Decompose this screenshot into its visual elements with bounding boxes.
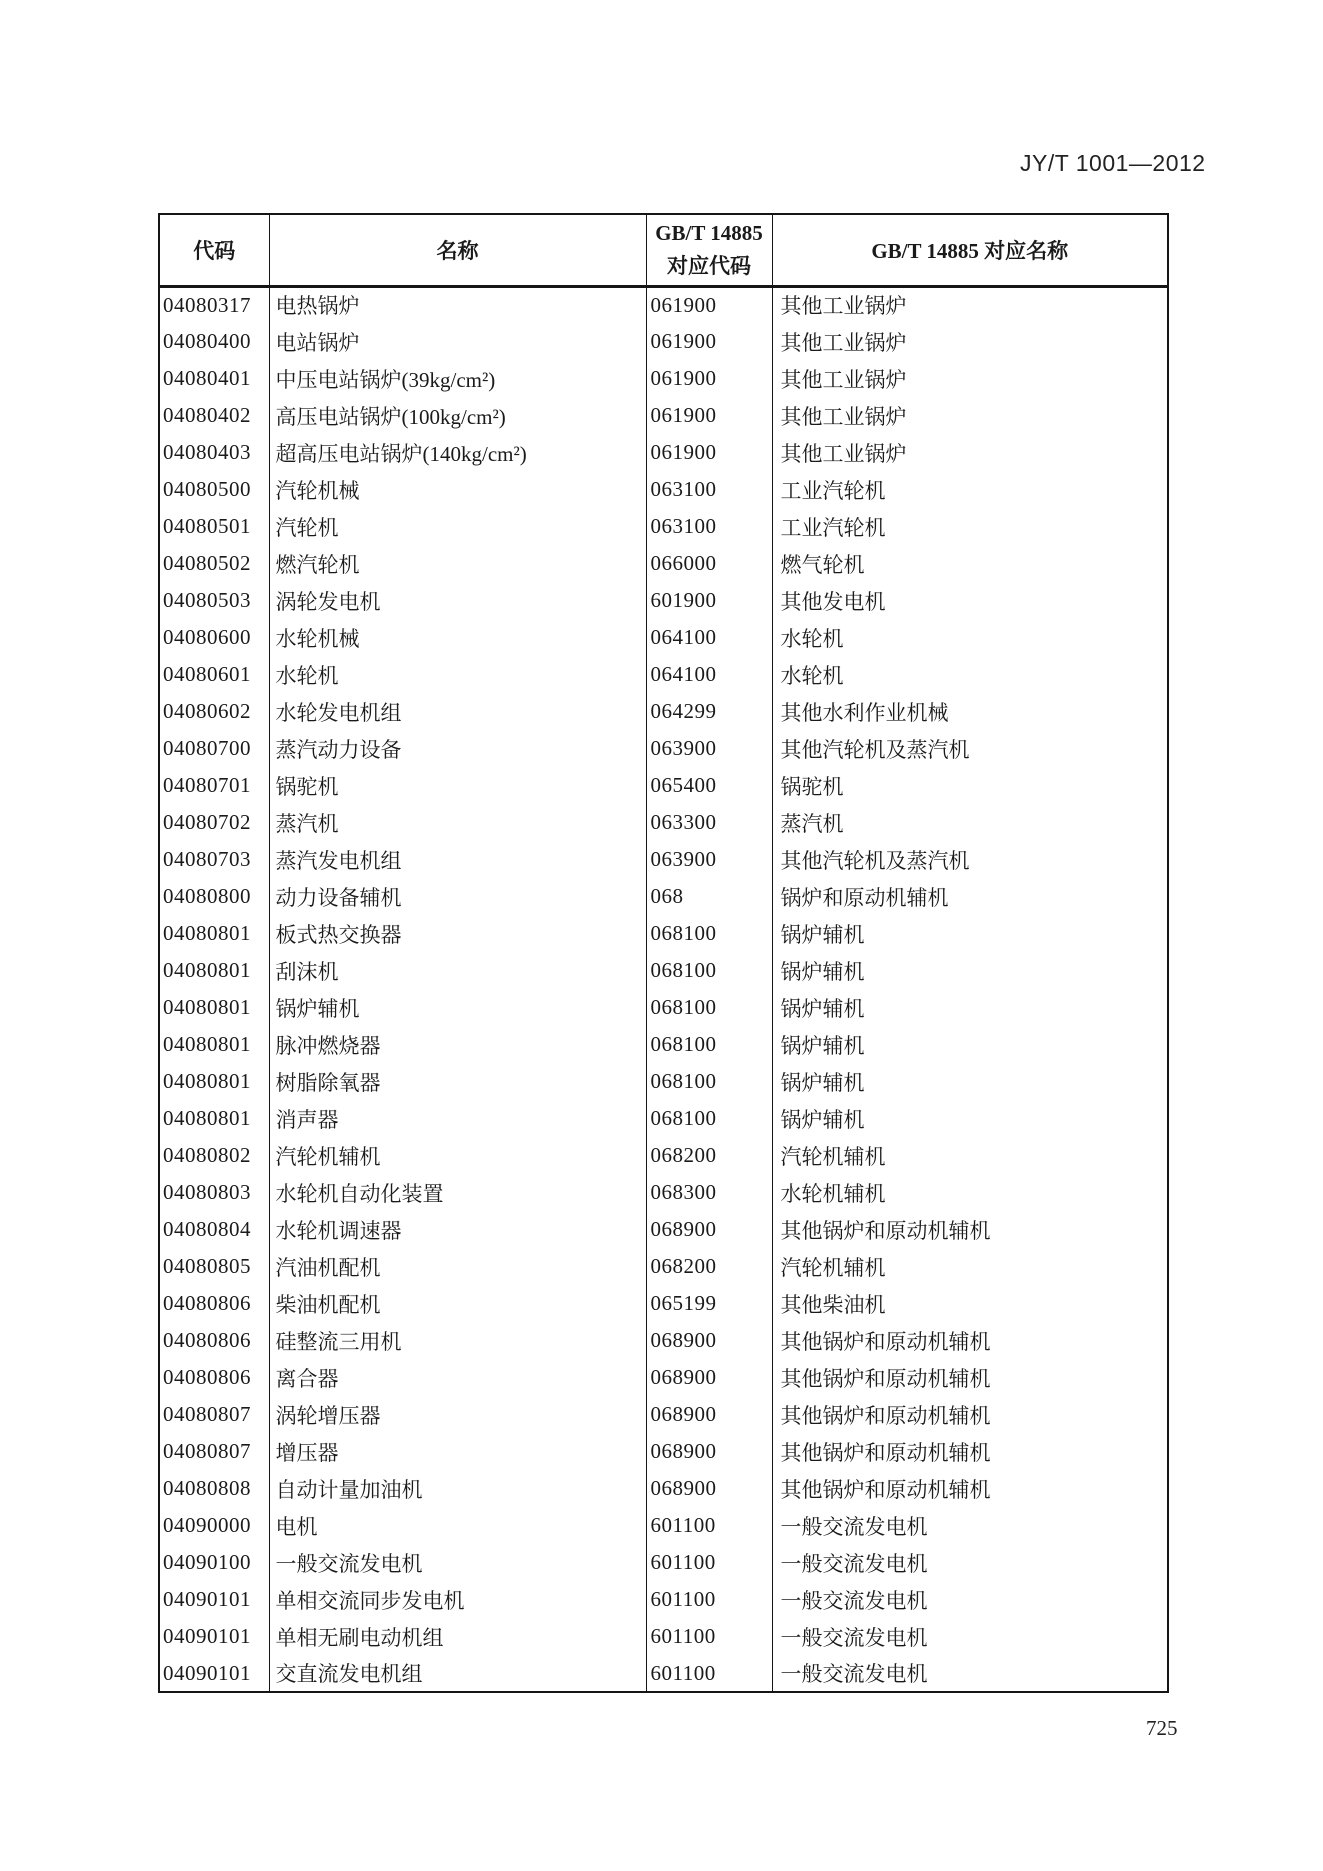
cell-code: 04080800	[163, 884, 251, 908]
cell-name: 汽轮机	[269, 508, 646, 545]
cell-gbt-code: 061900	[646, 434, 772, 471]
cell-code: 04080806	[163, 1328, 251, 1352]
cell-name: 水轮机	[269, 656, 646, 693]
cell-gbt-code: 068900	[646, 1322, 772, 1359]
cell-gbt-name: 锅炉辅机	[772, 989, 1168, 1026]
cell-code: 04080400	[163, 329, 251, 353]
cell-gbt-code: 066000	[646, 545, 772, 582]
cell-name: 单相交流同步发电机	[269, 1581, 646, 1618]
table-row	[159, 1100, 1168, 1137]
header-gbt-code	[646, 214, 772, 286]
cell-gbt-name: 燃气轮机	[772, 545, 1168, 582]
page-number: 725	[1146, 1716, 1178, 1740]
cell-gbt-code: 068100	[646, 915, 772, 952]
cell-name: 超高压电站锅炉(140kg/cm²)	[269, 434, 646, 471]
cell-gbt-name: 锅炉辅机	[772, 915, 1168, 952]
table-row	[159, 989, 1168, 1026]
table-row	[159, 1026, 1168, 1063]
cell-gbt-code: 063100	[646, 471, 772, 508]
cell-gbt-code: 601100	[646, 1655, 772, 1692]
table-row	[159, 1137, 1168, 1174]
header-code: 代码	[159, 214, 269, 286]
cell-gbt-name: 其他锅炉和原动机辅机	[772, 1211, 1168, 1248]
table-row	[159, 471, 1168, 508]
table-row	[159, 397, 1168, 434]
cell-gbt-name: 其他汽轮机及蒸汽机	[772, 841, 1168, 878]
cell-gbt-code: 068200	[646, 1137, 772, 1174]
cell-code: 04080808	[163, 1476, 251, 1500]
cell-gbt-name: 锅炉和原动机辅机	[772, 878, 1168, 915]
header-name: 名称	[269, 214, 646, 286]
cell-code: 04080807	[163, 1439, 251, 1463]
cell-gbt-name: 其他锅炉和原动机辅机	[772, 1470, 1168, 1507]
header-gbt-code-line1: GB/T 14885	[655, 221, 763, 246]
table-row	[159, 730, 1168, 767]
cell-name: 动力设备辅机	[269, 878, 646, 915]
cell-gbt-code: 068200	[646, 1248, 772, 1285]
cell-name: 柴油机配机	[269, 1285, 646, 1322]
cell-gbt-name: 其他锅炉和原动机辅机	[772, 1396, 1168, 1433]
table-row	[159, 1285, 1168, 1322]
table-row	[159, 1618, 1168, 1655]
cell-gbt-code: 601100	[646, 1544, 772, 1581]
table-row	[159, 1063, 1168, 1100]
cell-code: 04080702	[163, 810, 251, 834]
cell-name: 涡轮增压器	[269, 1396, 646, 1433]
cell-code: 04080803	[163, 1180, 251, 1204]
table-row	[159, 952, 1168, 989]
cell-gbt-code: 061900	[646, 360, 772, 397]
cell-code: 04080807	[163, 1402, 251, 1426]
cell-name: 一般交流发电机	[269, 1544, 646, 1581]
cell-code: 04080701	[163, 773, 251, 797]
cell-name: 增压器	[269, 1433, 646, 1470]
cell-code: 04080602	[163, 699, 251, 723]
cell-name: 蒸汽动力设备	[269, 730, 646, 767]
cell-gbt-name: 其他工业锅炉	[772, 323, 1168, 360]
cell-name: 蒸汽机	[269, 804, 646, 841]
cell-gbt-name: 锅炉辅机	[772, 952, 1168, 989]
cell-gbt-name: 锅炉辅机	[772, 1026, 1168, 1063]
cell-code: 04080700	[163, 736, 251, 760]
cell-gbt-name: 其他工业锅炉	[772, 286, 1168, 323]
cell-gbt-code: 068900	[646, 1359, 772, 1396]
cell-gbt-name: 一般交流发电机	[772, 1655, 1168, 1692]
table-row	[159, 1211, 1168, 1248]
cell-gbt-name: 汽轮机辅机	[772, 1248, 1168, 1285]
cell-name: 燃汽轮机	[269, 545, 646, 582]
cell-gbt-code: 068100	[646, 952, 772, 989]
cell-name: 锅驼机	[269, 767, 646, 804]
cell-name: 脉冲燃烧器	[269, 1026, 646, 1063]
cell-gbt-code: 068	[646, 878, 772, 915]
cell-name: 刮沫机	[269, 952, 646, 989]
table-row	[159, 767, 1168, 804]
cell-gbt-name: 其他锅炉和原动机辅机	[772, 1322, 1168, 1359]
cell-name: 水轮发电机组	[269, 693, 646, 730]
cell-gbt-code: 068100	[646, 1026, 772, 1063]
cell-gbt-code: 068900	[646, 1433, 772, 1470]
table-row	[159, 1581, 1168, 1618]
cell-gbt-code: 061900	[646, 323, 772, 360]
code-mapping-table	[158, 213, 1169, 1693]
table-row	[159, 915, 1168, 952]
table-row	[159, 1396, 1168, 1433]
cell-gbt-code: 068900	[646, 1396, 772, 1433]
cell-gbt-code: 601100	[646, 1581, 772, 1618]
table-row	[159, 619, 1168, 656]
cell-gbt-name: 汽轮机辅机	[772, 1137, 1168, 1174]
cell-name: 电站锅炉	[269, 323, 646, 360]
cell-code: 04080802	[163, 1143, 251, 1167]
cell-gbt-code: 068100	[646, 1100, 772, 1137]
table-row	[159, 1322, 1168, 1359]
cell-code: 04080503	[163, 588, 251, 612]
cell-gbt-code: 065199	[646, 1285, 772, 1322]
cell-code: 04080502	[163, 551, 251, 575]
cell-code: 04080401	[163, 366, 251, 390]
cell-gbt-name: 一般交流发电机	[772, 1581, 1168, 1618]
cell-code: 04080805	[163, 1254, 251, 1278]
cell-gbt-name: 工业汽轮机	[772, 471, 1168, 508]
cell-code: 04090000	[163, 1513, 251, 1537]
table-row	[159, 1248, 1168, 1285]
cell-code: 04080804	[163, 1217, 251, 1241]
cell-name: 水轮机械	[269, 619, 646, 656]
cell-name: 汽轮机械	[269, 471, 646, 508]
cell-gbt-name: 其他汽轮机及蒸汽机	[772, 730, 1168, 767]
cell-name: 蒸汽发电机组	[269, 841, 646, 878]
table-row	[159, 508, 1168, 545]
cell-gbt-name: 其他发电机	[772, 582, 1168, 619]
header-row	[159, 214, 1168, 286]
cell-gbt-name: 其他柴油机	[772, 1285, 1168, 1322]
cell-gbt-name: 锅驼机	[772, 767, 1168, 804]
cell-gbt-code: 601100	[646, 1618, 772, 1655]
table-row	[159, 656, 1168, 693]
standard-number: JY/T 1001—2012	[1020, 150, 1206, 176]
cell-gbt-name: 蒸汽机	[772, 804, 1168, 841]
header-gbt-name: GB/T 14885 对应名称	[772, 214, 1168, 286]
cell-name: 消声器	[269, 1100, 646, 1137]
cell-code: 04080801	[163, 921, 251, 945]
cell-code: 04080806	[163, 1291, 251, 1315]
cell-name: 树脂除氧器	[269, 1063, 646, 1100]
table-row	[159, 545, 1168, 582]
cell-code: 04080801	[163, 1032, 251, 1056]
cell-name: 涡轮发电机	[269, 582, 646, 619]
cell-gbt-name: 其他工业锅炉	[772, 360, 1168, 397]
cell-gbt-code: 601100	[646, 1507, 772, 1544]
table-row	[159, 360, 1168, 397]
cell-code: 04080806	[163, 1365, 251, 1389]
cell-gbt-code: 061900	[646, 397, 772, 434]
cell-gbt-name: 其他工业锅炉	[772, 397, 1168, 434]
table-header	[159, 214, 1168, 286]
cell-gbt-code: 063100	[646, 508, 772, 545]
cell-code: 04080801	[163, 995, 251, 1019]
cell-gbt-code: 065400	[646, 767, 772, 804]
table-row	[159, 1174, 1168, 1211]
cell-name: 汽油机配机	[269, 1248, 646, 1285]
cell-code: 04080317	[163, 292, 251, 317]
cell-name: 板式热交换器	[269, 915, 646, 952]
cell-code: 04080600	[163, 625, 251, 649]
cell-gbt-name: 锅炉辅机	[772, 1063, 1168, 1100]
cell-code: 04080601	[163, 662, 251, 686]
cell-gbt-code: 068900	[646, 1211, 772, 1248]
cell-name: 汽轮机辅机	[269, 1137, 646, 1174]
cell-name: 自动计量加油机	[269, 1470, 646, 1507]
table-row	[159, 1433, 1168, 1470]
header-gbt-code-line2: 对应代码	[667, 253, 751, 278]
cell-gbt-name: 锅炉辅机	[772, 1100, 1168, 1137]
cell-name: 电机	[269, 1507, 646, 1544]
cell-name: 硅整流三用机	[269, 1322, 646, 1359]
cell-name: 中压电站锅炉(39kg/cm²)	[269, 360, 646, 397]
cell-name: 单相无刷电动机组	[269, 1618, 646, 1655]
cell-gbt-code: 068300	[646, 1174, 772, 1211]
table-row	[159, 286, 1168, 323]
cell-code: 04090101	[163, 1587, 251, 1611]
table-row	[159, 434, 1168, 471]
cell-gbt-name: 其他水利作业机械	[772, 693, 1168, 730]
cell-name: 电热锅炉	[269, 286, 646, 323]
cell-gbt-name: 水轮机	[772, 656, 1168, 693]
cell-gbt-name: 水轮机辅机	[772, 1174, 1168, 1211]
table-row	[159, 804, 1168, 841]
table-row	[159, 878, 1168, 915]
cell-gbt-name: 一般交流发电机	[772, 1618, 1168, 1655]
cell-code: 04080703	[163, 847, 251, 871]
cell-code: 04080801	[163, 1069, 251, 1093]
cell-gbt-code: 063900	[646, 841, 772, 878]
cell-gbt-code: 064299	[646, 693, 772, 730]
cell-gbt-name: 其他工业锅炉	[772, 434, 1168, 471]
table-row	[159, 1655, 1168, 1692]
cell-gbt-name: 一般交流发电机	[772, 1544, 1168, 1581]
cell-code: 04080500	[163, 477, 251, 501]
table-row	[159, 841, 1168, 878]
cell-code: 04090101	[163, 1660, 251, 1685]
cell-code: 04090101	[163, 1624, 251, 1648]
cell-gbt-name: 其他锅炉和原动机辅机	[772, 1433, 1168, 1470]
cell-name: 交直流发电机组	[269, 1655, 646, 1692]
cell-gbt-code: 061900	[646, 286, 772, 323]
cell-gbt-name: 其他锅炉和原动机辅机	[772, 1359, 1168, 1396]
cell-gbt-name: 水轮机	[772, 619, 1168, 656]
table-row	[159, 582, 1168, 619]
cell-name: 离合器	[269, 1359, 646, 1396]
table-body	[159, 286, 1168, 1692]
cell-code: 04080801	[163, 958, 251, 982]
cell-gbt-code: 064100	[646, 619, 772, 656]
cell-name: 高压电站锅炉(100kg/cm²)	[269, 397, 646, 434]
cell-code: 04080801	[163, 1106, 251, 1130]
cell-gbt-code: 068100	[646, 989, 772, 1026]
table-row	[159, 693, 1168, 730]
cell-gbt-code: 601900	[646, 582, 772, 619]
table-row	[159, 1359, 1168, 1396]
cell-gbt-code: 064100	[646, 656, 772, 693]
cell-code: 04080501	[163, 514, 251, 538]
cell-gbt-code: 063900	[646, 730, 772, 767]
cell-name: 水轮机自动化装置	[269, 1174, 646, 1211]
cell-name: 水轮机调速器	[269, 1211, 646, 1248]
table-row	[159, 1470, 1168, 1507]
cell-gbt-code: 068100	[646, 1063, 772, 1100]
cell-gbt-code: 063300	[646, 804, 772, 841]
cell-code: 04090100	[163, 1550, 251, 1574]
table-row	[159, 1507, 1168, 1544]
cell-gbt-name: 一般交流发电机	[772, 1507, 1168, 1544]
table-row	[159, 1544, 1168, 1581]
cell-code: 04080403	[163, 440, 251, 464]
cell-gbt-code: 068900	[646, 1470, 772, 1507]
cell-gbt-name: 工业汽轮机	[772, 508, 1168, 545]
cell-name: 锅炉辅机	[269, 989, 646, 1026]
cell-code: 04080402	[163, 403, 251, 427]
table-row	[159, 323, 1168, 360]
